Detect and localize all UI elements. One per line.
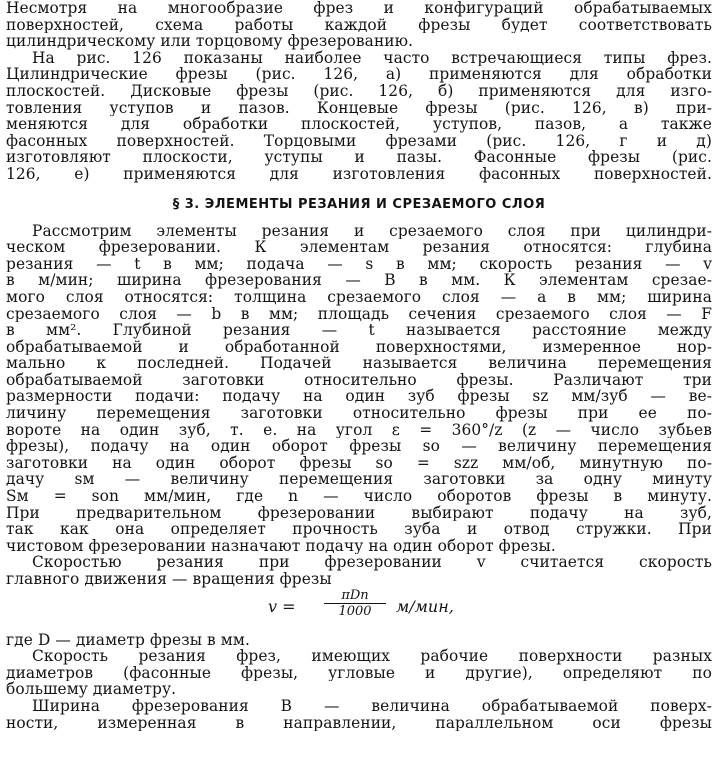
text-line: Ширина фрезерования B — величина обрабатываемой поверх- (32, 697, 712, 715)
text-line: фрезы), подачу на один оборот фрезы sо — величину перемещения (6, 438, 712, 455)
text-line: товления уступов и пазов. Концевые фрезы (рис. 126, в) при- (6, 99, 712, 117)
text-line: вороте на один зуб, т. е. на угол ε = 360°/z (z — число зубьев (6, 421, 712, 439)
paragraph-2 (6, 50, 712, 183)
paragraph-7 (6, 698, 712, 731)
text-line: На рис. 126 показаны наиболее часто встречающиеся типы фрез. (32, 49, 712, 67)
cutting-speed-formula (6, 588, 712, 624)
text-line: изготовляют плоскости, уступы и пазы. Фасонные фрезы (рис. (6, 149, 712, 166)
text-line: плоскостей. Дисковые фрезы (рис. 126, б) применяются для изго- (6, 82, 712, 100)
text-line: ности, измеренная в направлении, параллельном оси фрезы (6, 714, 712, 732)
text-line: в мм². Глубиной резания — t называется расстояние между (6, 322, 712, 339)
section-heading: § 3. ЭЛЕМЕНТЫ РЕЗАНИЯ И СРЕЗАЕМОГО СЛОЯ (172, 196, 546, 212)
text-line: Цилиндрические фрезы (рис. 126, а) применяются для обработки (6, 66, 712, 83)
text-line: так как она определяет прочность зуба и отвод стружки. При (6, 521, 712, 538)
text-line: заготовки на один оборот фрезы sо = szz мм/об, минутную по- (6, 454, 712, 472)
text-line: диаметров (фасонные фрезы, угловые и другие), определяют по (6, 664, 712, 682)
text-line: резания — t в мм; подача — s в мм; скорость резания — v (6, 255, 712, 273)
text-line: Рассмотрим элементы резания и срезаемого слоя при цилиндри- (32, 222, 712, 240)
text-line: где D — диаметр фрезы в мм. (6, 631, 250, 649)
formula-numerator: πDn (324, 588, 386, 604)
paragraph-1 (6, 0, 712, 50)
formula-lhs: v = (268, 596, 296, 616)
text-line: цилиндрическому или торцовому фрезерованию. (6, 33, 414, 50)
paragraph-5 (6, 632, 712, 649)
formula-fraction (324, 588, 386, 619)
text-line: срезаемого слоя — b в мм; площадь сечения срезаемого слоя — F (6, 305, 712, 323)
paragraph-6 (6, 648, 712, 698)
text-line: дачу sм — величину перемещения заготовки за одну минуту (6, 471, 712, 489)
text-line: обрабатываемой и обработанной поверхностями, измеренное нор- (6, 338, 712, 356)
text-line: Несмотря на многообразие фрез и конфигураций обрабатываемых (6, 0, 712, 17)
text-line: в м/мин; ширина фрезерования — B в мм. К элементам срезае- (6, 272, 712, 289)
text-line: мого слоя относятся: толщина срезаемого слоя — a в мм; ширина (6, 288, 712, 306)
paragraph-4 (6, 554, 712, 587)
text-line: Sм = sоn мм/мин, где n — число оборотов фрезы в минуту. (6, 488, 712, 505)
text-line: ческом фрезеровании. К элементам резания относятся: глубина (6, 239, 712, 256)
text-line: Скоростью резания при фрезеровании v считается скорость (32, 554, 712, 571)
text-line: обрабатываемой заготовки относительно фрезы. Различают три (6, 371, 712, 389)
text-line: большему диаметру. (6, 681, 177, 698)
text-line: поверхностей, схема работы каждой фрезы будет соответствовать (6, 16, 712, 34)
text-line: фасонных поверхностей. Торцовыми фрезами (рис. 126, г и д) (6, 132, 712, 150)
text-line: размерности подачи: подачу на один зуб фрезы sz мм/зуб — ве- (6, 388, 712, 406)
formula-denominator: 1000 (338, 603, 372, 619)
text-line: мально к последней. Подачей называется величина перемещения (6, 355, 712, 372)
paragraph-3 (6, 223, 712, 555)
text-line: чистовом фрезеровании назначают подачу на один оборот фрезы. (6, 537, 556, 555)
text-line: личину перемещения заготовки относительно фрезы при ее по- (6, 405, 712, 422)
text-line: При предварительном фрезеровании выбирают подачу на зуб, (6, 504, 712, 522)
formula-unit: м/мин, (396, 596, 454, 616)
text-line: 126, е) применяются для изготовления фасонных поверхностей. (6, 165, 712, 183)
text-line: Скорость резания фрез, имеющих рабочие поверхности разных (32, 648, 712, 665)
text-line: меняются для обработки плоскостей, уступов, пазов, а также (6, 116, 712, 133)
text-line: главного движения — вращения фрезы (6, 571, 332, 588)
